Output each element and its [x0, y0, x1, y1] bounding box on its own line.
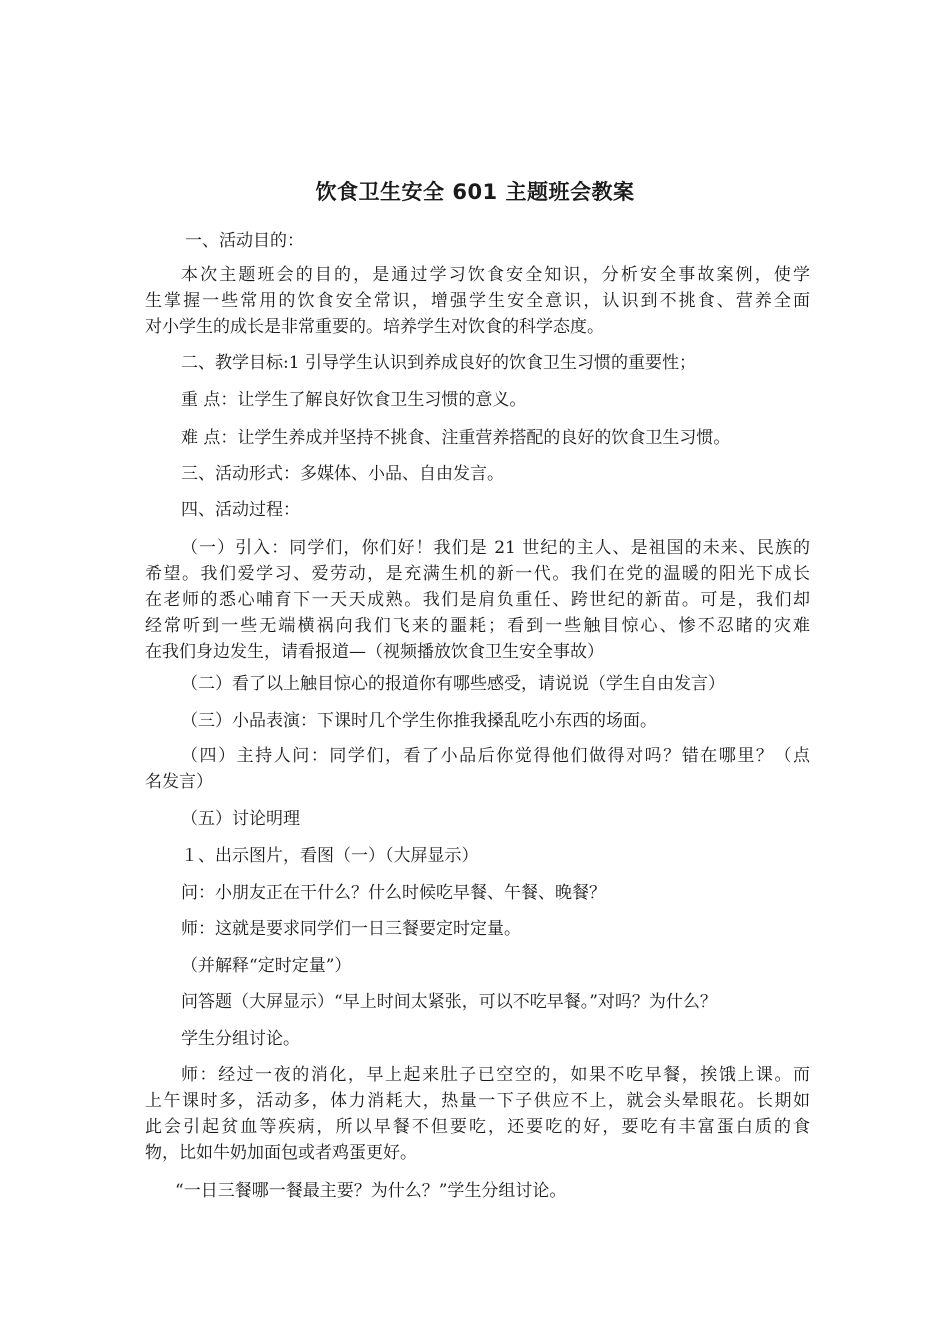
paragraph-key-point: 重 点：让学生了解良好饮食卫生习惯的意义。: [181, 390, 527, 410]
paragraph-question-2: “一日三餐哪一餐最主要？为什么？”学生分组讨论。: [175, 1181, 567, 1201]
text-line: 在我们身边发生，请看报道—（视频播放饮食卫生安全事故）: [145, 642, 604, 662]
text-line: 师：经过一夜的消化，早上起来肚子已空空的，如果不吃早餐，挨饿上课。而: [181, 1065, 810, 1085]
text-line: 本次主题班会的目的，是通过学习饮食安全知识，分析安全事故案例，使学: [181, 265, 810, 285]
paragraph-qa: 问答题（大屏显示）“早上时间太紧张，可以不吃早餐。”对吗？为什么？: [181, 992, 717, 1012]
text-line: 经常听到一些无端横祸向我们飞来的噩耗；看到一些触目惊心、惨不忍睹的灾难: [145, 616, 810, 636]
paragraph-step-2: （二）看了以上触目惊心的报道你有哪些感受，请说说（学生自由发言）: [181, 674, 725, 694]
document-title: 饮食卫生安全 601 主题班会教案: [315, 180, 635, 204]
paragraph-item-1: １、出示图片，看图（一）（大屏显示）: [181, 846, 479, 866]
paragraph-explain: （并解释“定时定量”）: [181, 956, 352, 976]
paragraph-step-4: [145, 743, 810, 795]
paragraph-teaching-goal: 二、教学目标:1 引导学生认识到养成良好的饮食卫生习惯的重要性；: [181, 353, 696, 373]
text-line: （四）主持人问：同学们，看了小品后你觉得他们做得对吗？错在哪里？（点: [181, 746, 810, 766]
text-line: 上午课时多，活动多，体力消耗大，热量一下子供应不上，就会头晕眼花。长期如: [145, 1091, 810, 1111]
paragraph-activity-process: 四、活动过程：: [181, 500, 300, 520]
text-line: 名发言）: [145, 772, 213, 792]
paragraph-step-1: [145, 535, 810, 665]
paragraph-difficulty: 难 点：让学生养成并坚持不挑食、注重营养搭配的良好的饮食卫生习惯。: [181, 428, 731, 448]
text-line: 物，比如牛奶加面包或者鸡蛋更好。: [145, 1143, 417, 1163]
paragraph-activity-purpose: [145, 262, 810, 340]
text-line: 此会引起贫血等疾病，所以早餐不但要吃，还要吃的好，要吃有丰富蛋白质的食: [145, 1117, 810, 1137]
text-line: （一）引入：同学们，你们好！我们是 21 世纪的主人、是祖国的未来、民族的: [181, 538, 810, 558]
text-line: 希望。我们爱学习、爱劳动，是充满生机的新一代。我们在党的温暖的阳光下成长: [145, 564, 810, 584]
paragraph-teacher-1: 师：这就是要求同学们一日三餐要定时定量。: [181, 919, 521, 939]
paragraph-question-1: 问：小朋友正在干什么？什么时候吃早餐、午餐、晚餐？: [181, 883, 606, 903]
text-line: 对小学生的成长是非常重要的。培养学生对饮食的科学态度。: [145, 317, 604, 337]
paragraph-step-5: （五）讨论明理: [181, 809, 300, 829]
paragraph-activity-form: 三、活动形式：多媒体、小品、自由发言。: [181, 464, 504, 484]
paragraph-group-discussion: 学生分组讨论。: [181, 1029, 300, 1049]
text-line: 生掌握一些常用的饮食安全常识，增强学生安全意识，认识到不挑食、营养全面: [145, 291, 810, 311]
heading-activity-purpose: 一、活动目的：: [185, 231, 304, 251]
text-line: 在老师的悉心哺育下一天天成熟。我们是肩负重任、跨世纪的新苗。可是，我们却: [145, 590, 810, 610]
paragraph-teacher-2: [145, 1062, 810, 1166]
paragraph-step-3: （三）小品表演：下课时几个学生你推我搡乱吃小东西的场面。: [181, 711, 657, 731]
